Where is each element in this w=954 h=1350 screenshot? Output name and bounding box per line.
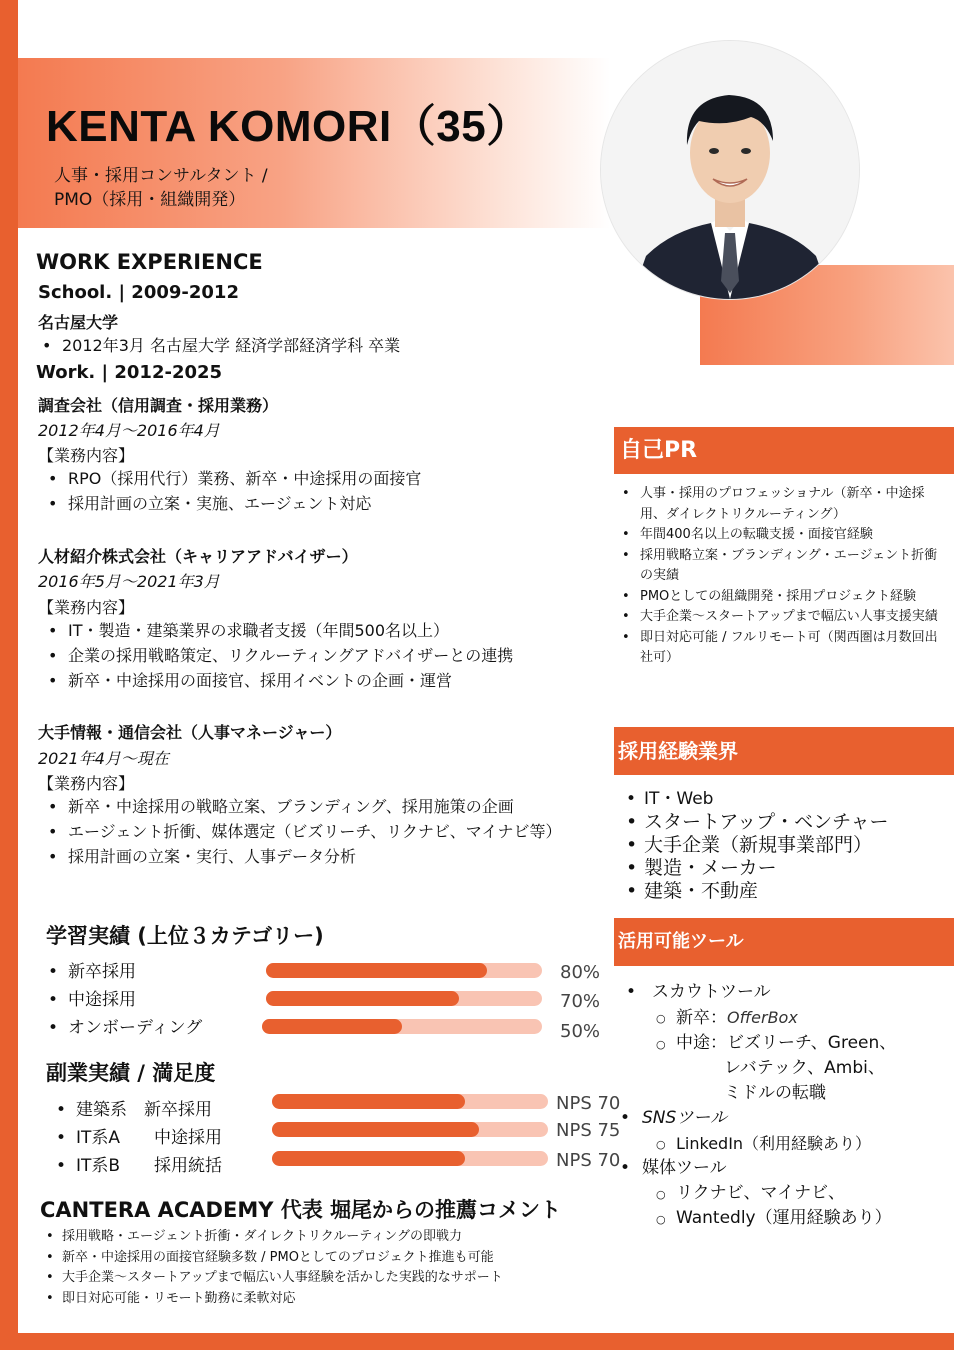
job-period: 2012年4月～2016年4月 (38, 421, 220, 440)
tools-section (620, 980, 954, 1231)
media-tool-label: 媒体ツール (642, 1158, 727, 1178)
list-item: • 新卒採用 (36, 958, 266, 986)
list-item: • 企業の採用戦略策定、リクルーティングアドバイザーとの連携 (36, 643, 606, 668)
list-item: ○ リクナビ、マイナビ、 (654, 1181, 954, 1206)
bullet: • (620, 1108, 631, 1128)
learning-bar-track (266, 991, 542, 1006)
list-item: • PMOとしての組織開発・採用プロジェクト経験 (614, 587, 950, 608)
midcareer-label: 中途： (676, 1033, 727, 1053)
sns-tool-list (654, 1131, 954, 1156)
list-item: • 人事・採用のプロフェッショナル（新卒・中途採用、ダイレクトリクルーティング） (614, 484, 950, 525)
list-item: • 採用戦略・エージェント折衝・ダイレクトリクルーティングの即戦力 (40, 1227, 620, 1248)
nps-score: NPS 75 (556, 1120, 621, 1141)
learning-bar-fill (266, 963, 487, 978)
list-item (654, 1031, 954, 1106)
sns-tool-label: SNSツール (642, 1108, 727, 1128)
work-experience-title: WORK EXPERIENCE (36, 250, 263, 274)
learning-title: 学習実績 (上位３カテゴリー) (46, 924, 324, 948)
school-heading: School. | 2009-2012 (38, 282, 239, 303)
newgrad-label: 新卒： (676, 1008, 727, 1028)
satisfaction-bar-track (272, 1122, 548, 1137)
list-item: ○ LinkedIn（利用経験あり） (654, 1131, 954, 1156)
job-company: 人材紹介株式会社（キャリアアドバイザー） (38, 547, 358, 566)
industries-header: 採用経験業界 (614, 727, 954, 775)
bottom-accent-stripe (0, 1333, 954, 1350)
candidate-title (54, 164, 268, 212)
list-item: • RPO（採用代行）業務、新卒・中途採用の面接官 (36, 466, 596, 491)
profile-photo-illustration (601, 41, 859, 299)
job-duties-list (36, 466, 596, 516)
tools-header: 活用可能ツール (614, 918, 954, 966)
list-item: • 大手企業～スタートアップまで幅広い人事支援実績 (614, 607, 950, 628)
job-company: 調査会社（信用調査・採用業務） (38, 396, 279, 415)
learning-bar-fill (262, 1019, 402, 1034)
newgrad-tool: OfferBox (727, 1008, 798, 1027)
satisfaction-bar-fill (272, 1094, 465, 1109)
scout-tool-group (624, 980, 954, 1005)
school-list (30, 333, 590, 358)
media-tool-list (654, 1181, 954, 1231)
job-period: 2021年4月～現在 (38, 749, 169, 768)
scout-tool-list (654, 1005, 954, 1106)
list-item: • 2012年3月 名古屋大学 経済学部経済学科 卒業 (30, 333, 590, 358)
candidate-name: KENTA KOMORI（35） (46, 102, 531, 151)
satisfaction-bar-fill (272, 1151, 465, 1166)
midcareer-tools-line2: レバテック、Ambi、 (724, 1058, 885, 1078)
list-item: • 大手企業～スタートアップまで幅広い人事経験を活かした実践的なサポート (40, 1268, 620, 1289)
candidate-title-line1: 人事・採用コンサルタント / (54, 166, 268, 186)
self-pr-list (614, 484, 950, 669)
profile-photo (600, 40, 860, 300)
list-item: • IT・製造・建築業界の求職者支援（年間500名以上） (36, 618, 606, 643)
list-item: • エージェント折衝、媒体選定（ビズリーチ、リクナビ、マイナビ等） (36, 819, 606, 844)
school-name: 名古屋大学 (38, 313, 119, 332)
satisfaction-bar-track (272, 1094, 548, 1109)
list-item: • IT・Web (618, 788, 948, 811)
list-item: • 建築系 新卒採用 (44, 1096, 274, 1124)
bullet: • (626, 982, 637, 1002)
list-item: • 即日対応可能・リモート勤務に柔軟対応 (40, 1289, 620, 1310)
job-duties-list (36, 794, 606, 869)
learning-percent: 80% (560, 962, 601, 983)
scout-tool-label: スカウトツール (652, 982, 771, 1002)
learning-bar-fill (266, 991, 459, 1006)
list-item: • 建築・不動産 (618, 880, 948, 903)
candidate-title-line2: PMO（採用・組織開発） (54, 190, 246, 210)
list-item: • 採用計画の立案・実行、人事データ分析 (36, 844, 606, 869)
recommendation-list (40, 1227, 620, 1309)
midcareer-tools-line3: ミドルの転職 (724, 1083, 826, 1103)
self-pr-header: 自己PR (614, 427, 954, 474)
list-item: • 年間400名以上の転職支援・面接官経験 (614, 525, 950, 546)
list-item: • オンボーディング (36, 1014, 266, 1042)
list-item: • 大手企業（新規事業部門） (618, 834, 948, 857)
left-accent-stripe (0, 0, 18, 1350)
duties-label: 【業務内容】 (38, 774, 135, 793)
satisfaction-bar-fill (272, 1122, 479, 1137)
duties-label: 【業務内容】 (38, 598, 135, 617)
duties-label: 【業務内容】 (38, 446, 135, 465)
media-tool-group (620, 1156, 954, 1181)
learning-list (36, 958, 266, 1042)
list-item: • IT系A 中途採用 (44, 1124, 274, 1152)
bullet: • (620, 1158, 631, 1178)
side-jobs-title: 副業実績 / 満足度 (46, 1061, 216, 1085)
side-jobs-list (44, 1096, 274, 1180)
job-duties-list (36, 618, 606, 693)
list-item: • IT系B 採用統括 (44, 1152, 274, 1180)
nps-score: NPS 70 (556, 1150, 621, 1171)
job-period: 2016年5月～2021年3月 (38, 572, 220, 591)
list-item: • 中途採用 (36, 986, 266, 1014)
list-item: • 製造・メーカー (618, 857, 948, 880)
list-item: • 採用戦略立案・ブランディング・エージェント折衝の実績 (614, 546, 950, 587)
list-item: ○ Wantedly（運用経験あり） (654, 1206, 954, 1231)
satisfaction-bar-track (272, 1151, 548, 1166)
list-item: • 採用計画の立案・実施、エージェント対応 (36, 491, 596, 516)
work-heading: Work. | 2012-2025 (36, 362, 223, 383)
learning-bar-track (262, 1019, 542, 1034)
list-item: • 即日対応可能 / フルリモート可（関西圏は月数回出社可） (614, 628, 950, 669)
list-item: • 新卒・中途採用の面接官、採用イベントの企画・運営 (36, 668, 606, 693)
midcareer-tools-line1: ビズリーチ、Green、 (727, 1033, 897, 1053)
learning-bar-track (266, 963, 542, 978)
job-company: 大手情報・通信会社（人事マネージャー） (38, 723, 342, 742)
list-item (654, 1005, 954, 1031)
nps-score: NPS 70 (556, 1093, 621, 1114)
industries-list (618, 788, 948, 903)
recommendation-title: CANTERA ACADEMY 代表 堀尾からの推薦コメント (40, 1198, 562, 1222)
list-item: • 新卒・中途採用の戦略立案、ブランディング、採用施策の企画 (36, 794, 606, 819)
list-item: • 新卒・中途採用の面接官経験多数 / PMOとしてのプロジェクト推進も可能 (40, 1248, 620, 1269)
sns-tool-group (620, 1106, 954, 1131)
learning-percent: 70% (560, 991, 601, 1012)
learning-percent: 50% (560, 1021, 601, 1042)
list-item: • スタートアップ・ベンチャー (618, 811, 948, 834)
